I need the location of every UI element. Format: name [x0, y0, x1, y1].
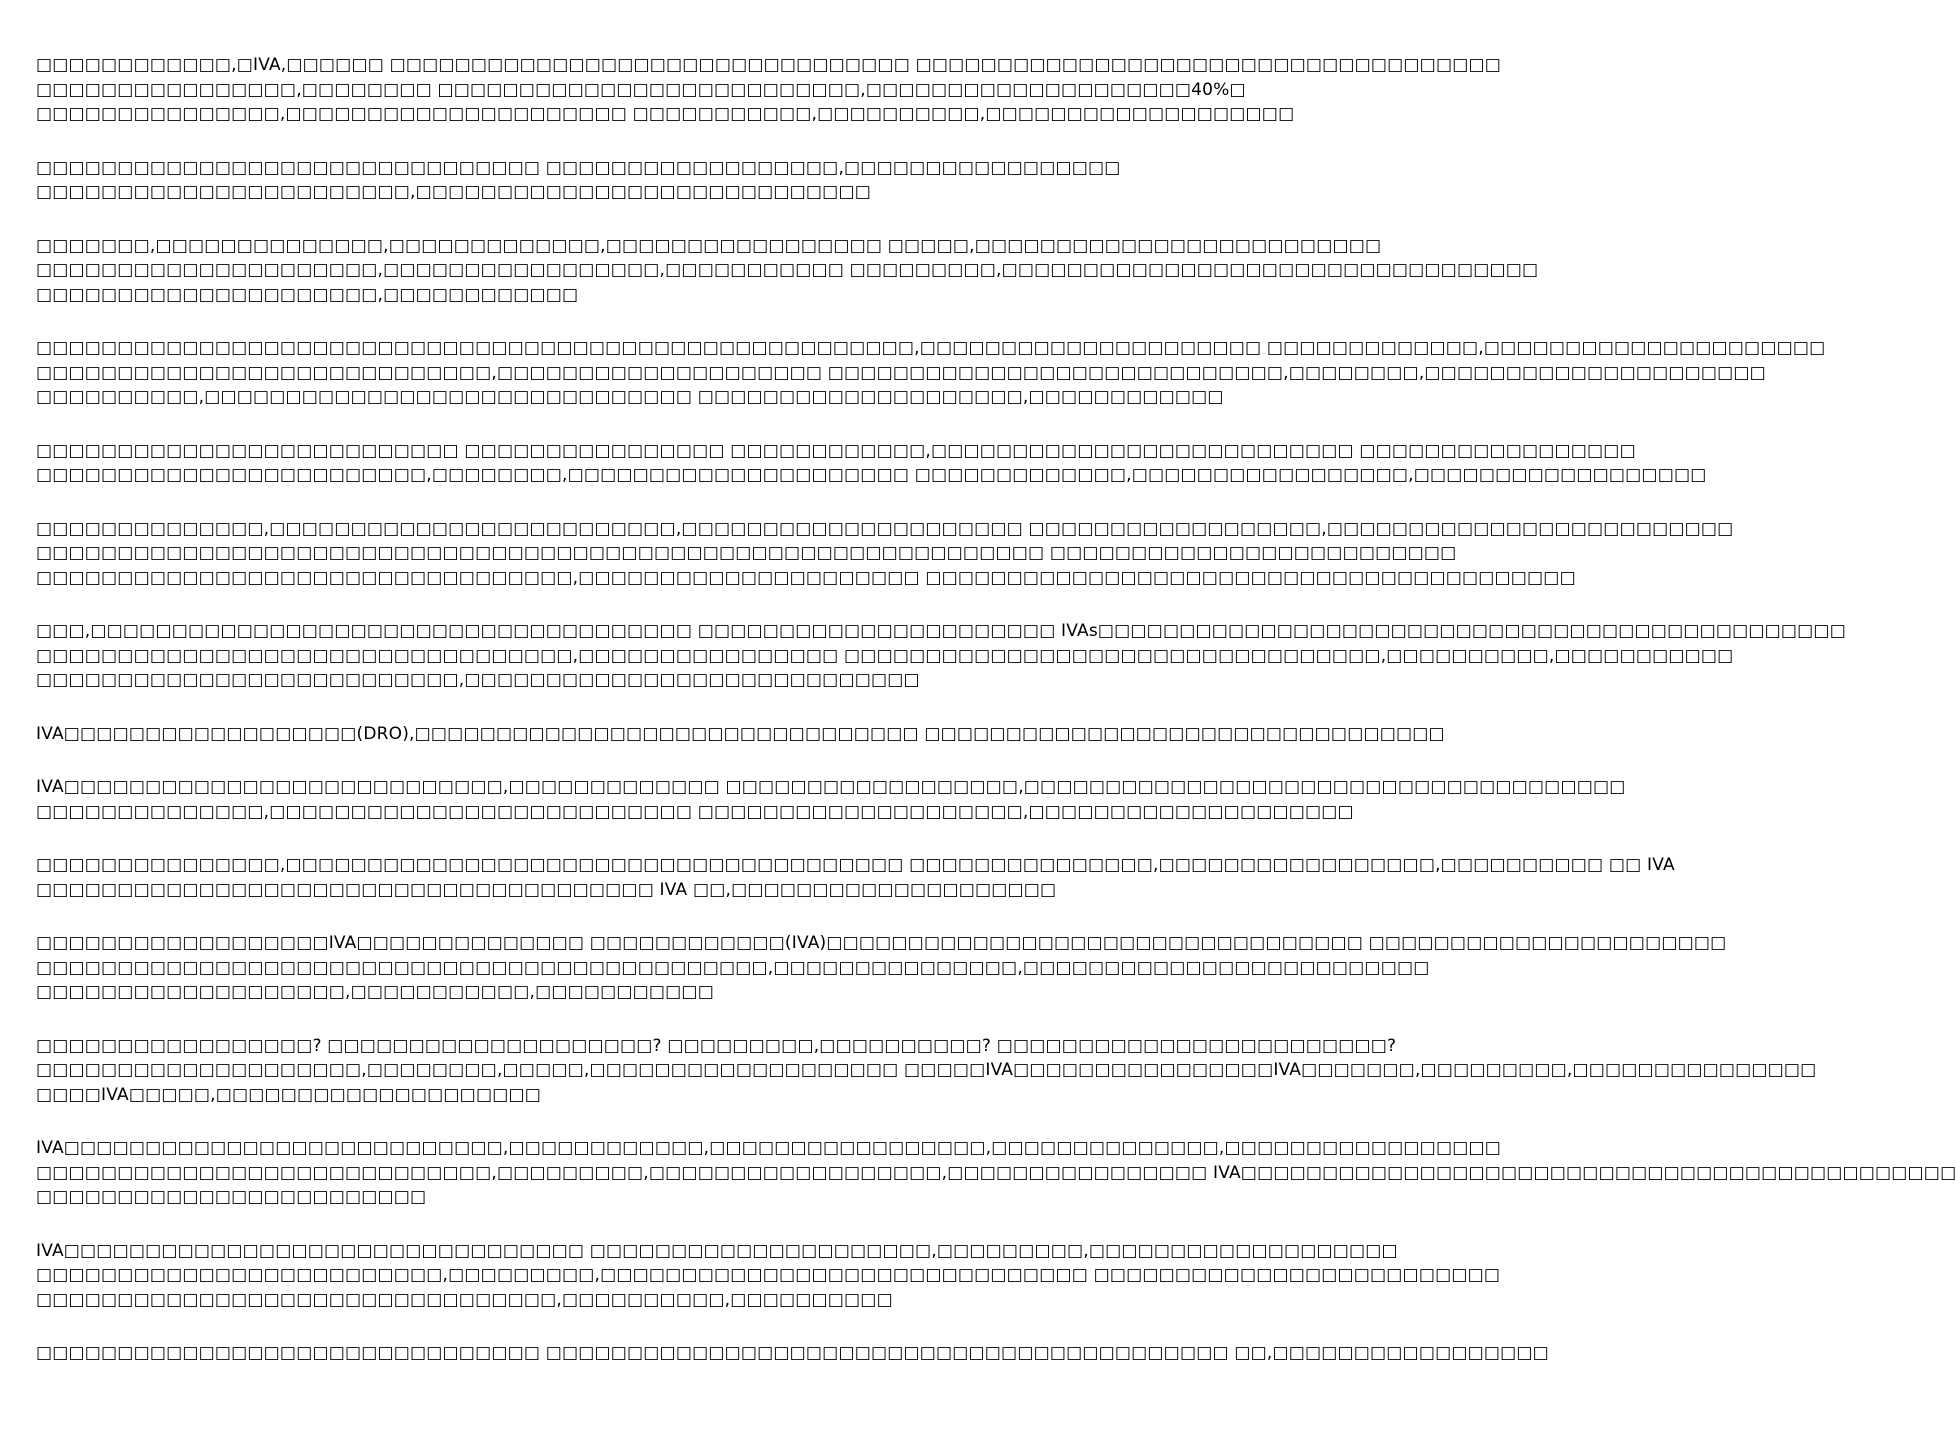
text-line: □□□□□□□□□□□□□□□□□□□□□□□□□□□□□□□□□,□□□□□□□□□□□□□□□□ □□□□□□□□□□□□□□□□□□□□□□□□□□□□□□□□□,□□□□□□□□□□,□□□□□□□□□□□ [36, 645, 1734, 666]
text-line: IVA□□□□□□□□□□□□□□□□□□(DRO),□□□□□□□□□□□□□□□□□□□□□□□□□□□□□□□ □□□□□□□□□□□□□□□□□□□□□□□□□□□□□□□□ [36, 723, 1445, 744]
paragraph [36, 775, 1626, 824]
text-line: □□□□□□□□□□□□□□□□□□□□□□□□□□ □□□□□□□□□□□□□□□□ □□□□□□□□□□□□,□□□□□□□□□□□□□□□□□□□□□□□□□□ □□□□□□□□□□□□□□□□□ [36, 440, 1636, 461]
text-line: □□□□□□□□□□□□□□□□□□□□□□□□□□□□□□□□□,□□□□□□□□□□□□□□□□□□□□□ □□□□□□□□□□□□□□□□□□□□□□□□□□□□□□□□□□□□□□□□ [36, 567, 1576, 588]
text-line: □□□□□□□□□□□□□□□□□□□□□□□□□□□□□□□□□□□□□□□□□□□□□□□□□□□□□□□□□□□□□□ □□□□□□□□□□□□□□□□□□□□□□□□□ [36, 543, 1457, 563]
text-line: □□□□□□□□□□□□□□□□□□□,□□□□□□□□□□□,□□□□□□□□□□□ [36, 982, 714, 1002]
paragraph [36, 619, 1846, 693]
text-line: □□□□□□□□□□□□□□□□□? □□□□□□□□□□□□□□□□□□□□? □□□□□□□□□,□□□□□□□□□□? □□□□□□□□□□□□□□□□□□□□□□□□? [36, 1035, 1397, 1056]
text-line: □□□□□□□□□□□□□□□□□□□□□□□□,□□□□□□□□,□□□□□□□□□□□□□□□□□□□□□ □□□□□□□□□□□□□,□□□□□□□□□□□□□□□□□,□□□□□□□□□□□□□□□□□□ [36, 465, 1707, 485]
text-line: □□□□□□□□□□□□□□□,□□□□□□□□□□□□□□□□□□□□□ □□□□□□□□□□□,□□□□□□□□□□,□□□□□□□□□□□□□□□□□□□ [36, 104, 1295, 124]
text-line: IVA□□□□□□□□□□□□□□□□□□□□□□□□□□□,□□□□□□□□□□□□,□□□□□□□□□□□□□□□□□,□□□□□□□□□□□□□□,□□□□□□□□□□□□□□□□□ [36, 1138, 1501, 1158]
paragraph [36, 931, 1727, 1005]
text-line: □□□□□□□□□□□□□□□□□□□□□□□□□□□□,□□□□□□□□□□□□□□□□□□□□ □□□□□□□□□□□□□□□□□□□□□□□□□□□□,□□□□□□□□,□□□□□□□□□□□□□□□□□□□□□ [36, 362, 1766, 383]
text-line: □□□□□□□□□□□□□□□□□□□□□□□□□□□□□□□□□□□□□□□□□□□□□□□□□□□□□□,□□□□□□□□□□□□□□□□□□□□□ □□□□□□□□□□□□□,□□□□□□□□□□□□□□□□□□□□□ [36, 338, 1826, 358]
text-line: □□□□□□□□□□□□□□□□□□□□□□□□□□□□,□□□□□□□□□,□□□□□□□□□□□□□□□□□□,□□□□□□□□□□□□□□□□ IVA□□□□□□□□□□□□□□□□□□□□□□□□□□□□□□□□□□□□□□□□□□□□ [36, 1162, 1956, 1183]
paragraph [36, 156, 1121, 205]
paragraph [36, 336, 1826, 410]
paragraph [36, 234, 1539, 308]
paragraph [36, 1034, 1817, 1108]
text-line: □□□□□□□□□□□□□□□□□□□□□□□□□□□□□□□□,□□□□□□□□□□,□□□□□□□□□□ [36, 1289, 893, 1310]
text-line: □□□□□□□□□□□□□□□□□□□□□□□□ [36, 1187, 427, 1207]
text-line: □□□□□□□□□□□□□□□□□□□□,□□□□□□□□,□□□□□,□□□□□□□□□□□□□□□□□□□ □□□□□IVA□□□□□□□□□□□□□□□□IVA□□□□□□□,□□□□□□□□□,□□□□□□□□□□□□□□□ [36, 1060, 1817, 1080]
paragraph [36, 853, 1675, 902]
text-line: □□□□□□□□□□□□□□□□□□□□□,□□□□□□□□□□□□□□□□□,□□□□□□□□□□□ □□□□□□□□□,□□□□□□□□□□□□□□□□□□□□□□□□□□□□□□□□□ [36, 260, 1539, 280]
paragraph [36, 439, 1707, 488]
paragraph [36, 722, 1445, 747]
text-line: □□□□□□□□□□□□□□,□□□□□□□□□□□□□□□□□□□□□□□□□□ □□□□□□□□□□□□□□□□□□□□,□□□□□□□□□□□□□□□□□□□□ [36, 801, 1354, 822]
text-line: □□□□□□□□□□□□□□□□□□□□□□□□□□□□□□□□□□□□□□ IVA □□,□□□□□□□□□□□□□□□□□□□□ [36, 879, 1057, 900]
text-line: □□□□□□□□□□□□□□□□□□□□□□□□□□□□□□□ □□□□□□□□□□□□□□□□□□,□□□□□□□□□□□□□□□□□ [36, 157, 1121, 178]
text-line: □□□□□□□□□□□□□□□□□□□□□,□□□□□□□□□□□□ [36, 284, 579, 305]
text-line: □□□□□□□□□□□□□□□□□□□□□□□□□,□□□□□□□□□,□□□□□□□□□□□□□□□□□□□□□□□□□□□□□□ □□□□□□□□□□□□□□□□□□□□□□□□□ [36, 1265, 1501, 1285]
text-line: □□□□□□□□□□□□□□□□□□□□□□□□□□,□□□□□□□□□□□□□□□□□□□□□□□□□□□□ [36, 670, 920, 690]
paragraph [36, 1341, 1549, 1366]
text-line: □□□□□□□□□□□□□□□□□□□□□□□□□□□□□□□□□□□□□□□□□□□□□,□□□□□□□□□□□□□□□,□□□□□□□□□□□□□□□□□□□□□□□□□ [36, 957, 1430, 978]
text-line: □□□□□□□□□□,□□□□□□□□□□□□□□□□□□□□□□□□□□□□□□ □□□□□□□□□□□□□□□□□□□□,□□□□□□□□□□□□ [36, 387, 1224, 407]
paragraph [36, 53, 1501, 127]
text-line: □□□□IVA□□□□□,□□□□□□□□□□□□□□□□□□□□ [36, 1084, 541, 1105]
text-line: □□□□□□□□□□□□□□□□□□□□□□□□□□□□□□□ □□□□□□□□□□□□□□□□□□□□□□□□□□□□□□□□□□□□□□□□□□ □□,□□□□□□□□□□□□□□□□□ [36, 1343, 1549, 1363]
text-line: □□□□□□□□□□□□□□□□□□IVA□□□□□□□□□□□□□□ □□□□□□□□□□□□(IVA)□□□□□□□□□□□□□□□□□□□□□□□□□□□□□□□□□ □□□□□□□□□□□□□□□□□□□□□□ [36, 933, 1727, 953]
paragraph [36, 1239, 1501, 1313]
text-line: □□□□□□□□□□□□□□□□□□□□□□□,□□□□□□□□□□□□□□□□□□□□□□□□□□□□ [36, 182, 871, 202]
text-line: □□□□□□□□□□□□□□□□,□□□□□□□□ □□□□□□□□□□□□□□□□□□□□□□□□□□,□□□□□□□□□□□□□□□□□□□□40%□ [36, 79, 1246, 100]
paragraph [36, 1136, 1956, 1210]
text-line: □□□□□□□□□□□□□□,□□□□□□□□□□□□□□□□□□□□□□□□□,□□□□□□□□□□□□□□□□□□□□□ □□□□□□□□□□□□□□□□□□,□□□□□□□□□□□□□□□□□□□□□□□□□ [36, 518, 1734, 539]
text-line: □□□□□□□□□□□□,□IVA,□□□□□□ □□□□□□□□□□□□□□□□□□□□□□□□□□□□□□□□ □□□□□□□□□□□□□□□□□□□□□□□□□□□□□□□□□□□□ [36, 55, 1501, 75]
paragraph [36, 517, 1734, 591]
text-line: □□□□□□□,□□□□□□□□□□□□□□,□□□□□□□□□□□□□,□□□□□□□□□□□□□□□□□ □□□□□,□□□□□□□□□□□□□□□□□□□□□□□□□ [36, 235, 1382, 256]
text-line: □□□,□□□□□□□□□□□□□□□□□□□□□□□□□□□□□□□□□□□□□ □□□□□□□□□□□□□□□□□□□□□□ IVAs□□□□□□□□□□□□□□□□□□□□□□□□□□□□□□□□□□□□□□□□□□□□□□ [36, 621, 1846, 641]
text-line: IVA□□□□□□□□□□□□□□□□□□□□□□□□□□□,□□□□□□□□□□□□□ □□□□□□□□□□□□□□□□□□,□□□□□□□□□□□□□□□□□□□□□□□□□□□□□□□□□□□□□ [36, 777, 1626, 797]
text-line: □□□□□□□□□□□□□□□,□□□□□□□□□□□□□□□□□□□□□□□□□□□□□□□□□□□□□□ □□□□□□□□□□□□□□□,□□□□□□□□□□□□□□□□□,□□□□□□□□□□ □□ IVA [36, 855, 1675, 875]
text-line: IVA□□□□□□□□□□□□□□□□□□□□□□□□□□□□□□□□ □□□□□□□□□□□□□□□□□□□□□,□□□□□□□□□,□□□□□□□□□□□□□□□□□□□ [36, 1240, 1398, 1261]
